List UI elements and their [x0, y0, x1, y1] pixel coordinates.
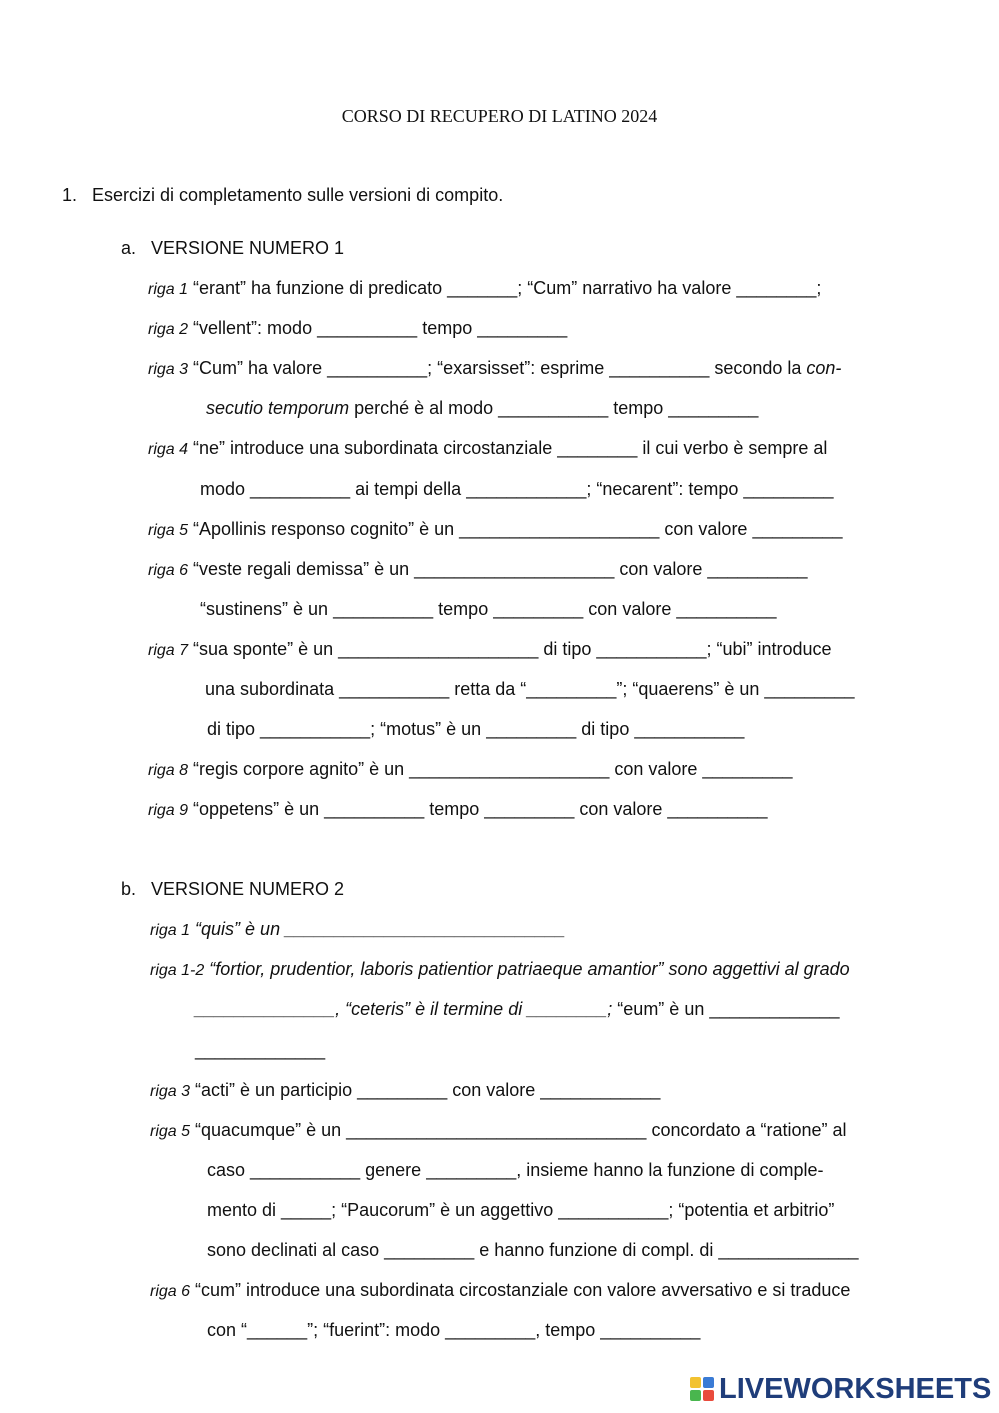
v1-line-6 [148, 557, 808, 583]
line-text: “erant” ha funzione di predicato _______; “Cum” narrativo ha valore ________; [188, 278, 822, 298]
document-title: CORSO DI RECUPERO DI LATINO 2024 [341, 106, 658, 126]
liveworksheets-watermark [690, 1372, 991, 1406]
v1-line-3 [148, 356, 841, 382]
watermark-text: LIVEWORKSHEETS [719, 1373, 992, 1405]
line-tag: riga 3 [150, 1083, 191, 1100]
v2-line-1-2-cont [195, 997, 839, 1021]
line-text: “acti” è un participio _________ con valore ____________ [190, 1080, 661, 1100]
line-text: di tipo ___________; “motus” è un _________ di tipo ___________ [207, 719, 745, 739]
line-tag: riga 1 [148, 281, 189, 298]
v1-line-4-cont [200, 477, 834, 501]
v2-line-5-cont-1 [207, 1158, 823, 1182]
v2-line-3 [150, 1078, 660, 1104]
v1-line-7-cont-2 [207, 717, 744, 741]
line-tag: riga 8 [148, 762, 189, 779]
v1-line-8 [148, 757, 793, 783]
v2-line-6-cont [207, 1318, 700, 1342]
line-italic-head: secutio temporum [206, 398, 350, 418]
line-tag: riga 4 [148, 441, 189, 458]
section-1-number: 1. [62, 185, 78, 205]
v2-line-5-cont-3 [207, 1238, 859, 1262]
versione-2-heading [121, 877, 344, 901]
line-tag: riga 3 [148, 361, 189, 378]
v1-line-5 [148, 517, 843, 543]
line-text: “veste regali demissa” è un ____________________ con valore __________ [188, 559, 808, 579]
line-tag: riga 5 [150, 1123, 191, 1140]
line-tag: riga 9 [148, 802, 189, 819]
section-1-text: Esercizi di completamento sulle versioni di compito. [92, 185, 504, 205]
v1-line-4 [148, 436, 827, 462]
logo-square [703, 1377, 714, 1388]
v2-line-1 [150, 917, 565, 943]
line-italic-text: “quis” è un ____________________________ [190, 919, 566, 939]
versione-1-letter: a. [121, 238, 137, 258]
line-italic-text: ______________, “ceteris” è il termine di ________; [195, 999, 618, 1019]
line-text: “vellent”: modo __________ tempo _________ [188, 318, 568, 338]
line-text: “cum” introduce una subordinata circostanziale con valore avversativo e si traduce [190, 1280, 851, 1300]
line-text: caso ___________ genere _________, insieme hanno la funzione di comple- [207, 1160, 824, 1180]
line-text: con “______”; “fuerint”: modo _________, tempo __________ [207, 1320, 701, 1340]
line-tag: riga 1-2 [150, 962, 205, 979]
logo-square [690, 1377, 701, 1388]
line-tag: riga 6 [148, 562, 189, 579]
line-text: mento di _____; “Paucorum” è un aggettivo ___________; “potentia et arbitrio” [207, 1200, 835, 1220]
line-text: “regis corpore agnito” è un ____________________ con valore _________ [188, 759, 793, 779]
v2-line-1-2-cont-2 [195, 1038, 325, 1062]
line-text: “oppetens” è un __________ tempo _________ con valore __________ [188, 799, 768, 819]
line-text: sono declinati al caso _________ e hanno funzione di compl. di ______________ [207, 1240, 859, 1260]
line-text: “quacumque” è un ______________________________ concordato a “ratione” al [190, 1120, 847, 1140]
versione-1-title: VERSIONE NUMERO 1 [151, 238, 345, 258]
logo-square [703, 1390, 714, 1401]
v1-line-2 [148, 316, 567, 342]
line-italic-text: “fortior, prudentior, laboris patientior patriaeque amantior” sono aggettivi al grado [204, 959, 850, 979]
line-tag: riga 6 [150, 1283, 191, 1300]
line-text: una subordinata ___________ retta da “_________”; “quaerens” è un _________ [205, 679, 855, 699]
line-text: “ne” introduce una subordinata circostanziale ________ il cui verbo è sempre al [188, 438, 828, 458]
v2-line-5-cont-2 [207, 1198, 834, 1222]
line-tag: riga 7 [148, 642, 189, 659]
line-text: perché è al modo ___________ tempo _________ [349, 398, 759, 418]
line-text: “Cum” ha valore __________; “exarsisset”: esprime __________ secondo la [188, 358, 807, 378]
v1-line-7-cont-1 [205, 677, 855, 701]
line-text: “eum” è un _____________ [617, 999, 840, 1019]
versione-2-title: VERSIONE NUMERO 2 [151, 879, 345, 899]
logo-square [690, 1390, 701, 1401]
line-tag: riga 5 [148, 522, 189, 539]
v1-line-7 [148, 637, 832, 663]
versione-1-heading [121, 236, 344, 260]
v1-line-1 [148, 276, 821, 302]
v2-line-5 [150, 1118, 847, 1144]
line-text: _____________ [195, 1040, 326, 1060]
line-text: “sustinens” è un __________ tempo _________ con valore __________ [200, 599, 777, 619]
line-tag: riga 2 [148, 321, 189, 338]
line-text: modo __________ ai tempi della ____________; “necarent”: tempo _________ [200, 479, 834, 499]
v2-line-1-2 [150, 957, 850, 983]
section-1-heading [62, 183, 503, 207]
liveworksheets-logo-icon [690, 1377, 714, 1401]
line-italic-tail: con- [806, 358, 842, 378]
v1-line-3-cont [206, 396, 758, 420]
versione-2-letter: b. [121, 879, 137, 899]
v1-line-6-cont [200, 597, 776, 621]
v1-line-9 [148, 797, 768, 823]
line-tag: riga 1 [150, 922, 191, 939]
line-text: “sua sponte” è un ____________________ di tipo ___________; “ubi” introduce [188, 639, 832, 659]
v2-line-6 [150, 1278, 850, 1304]
line-text: “Apollinis responso cognito” è un ____________________ con valore _________ [188, 519, 843, 539]
